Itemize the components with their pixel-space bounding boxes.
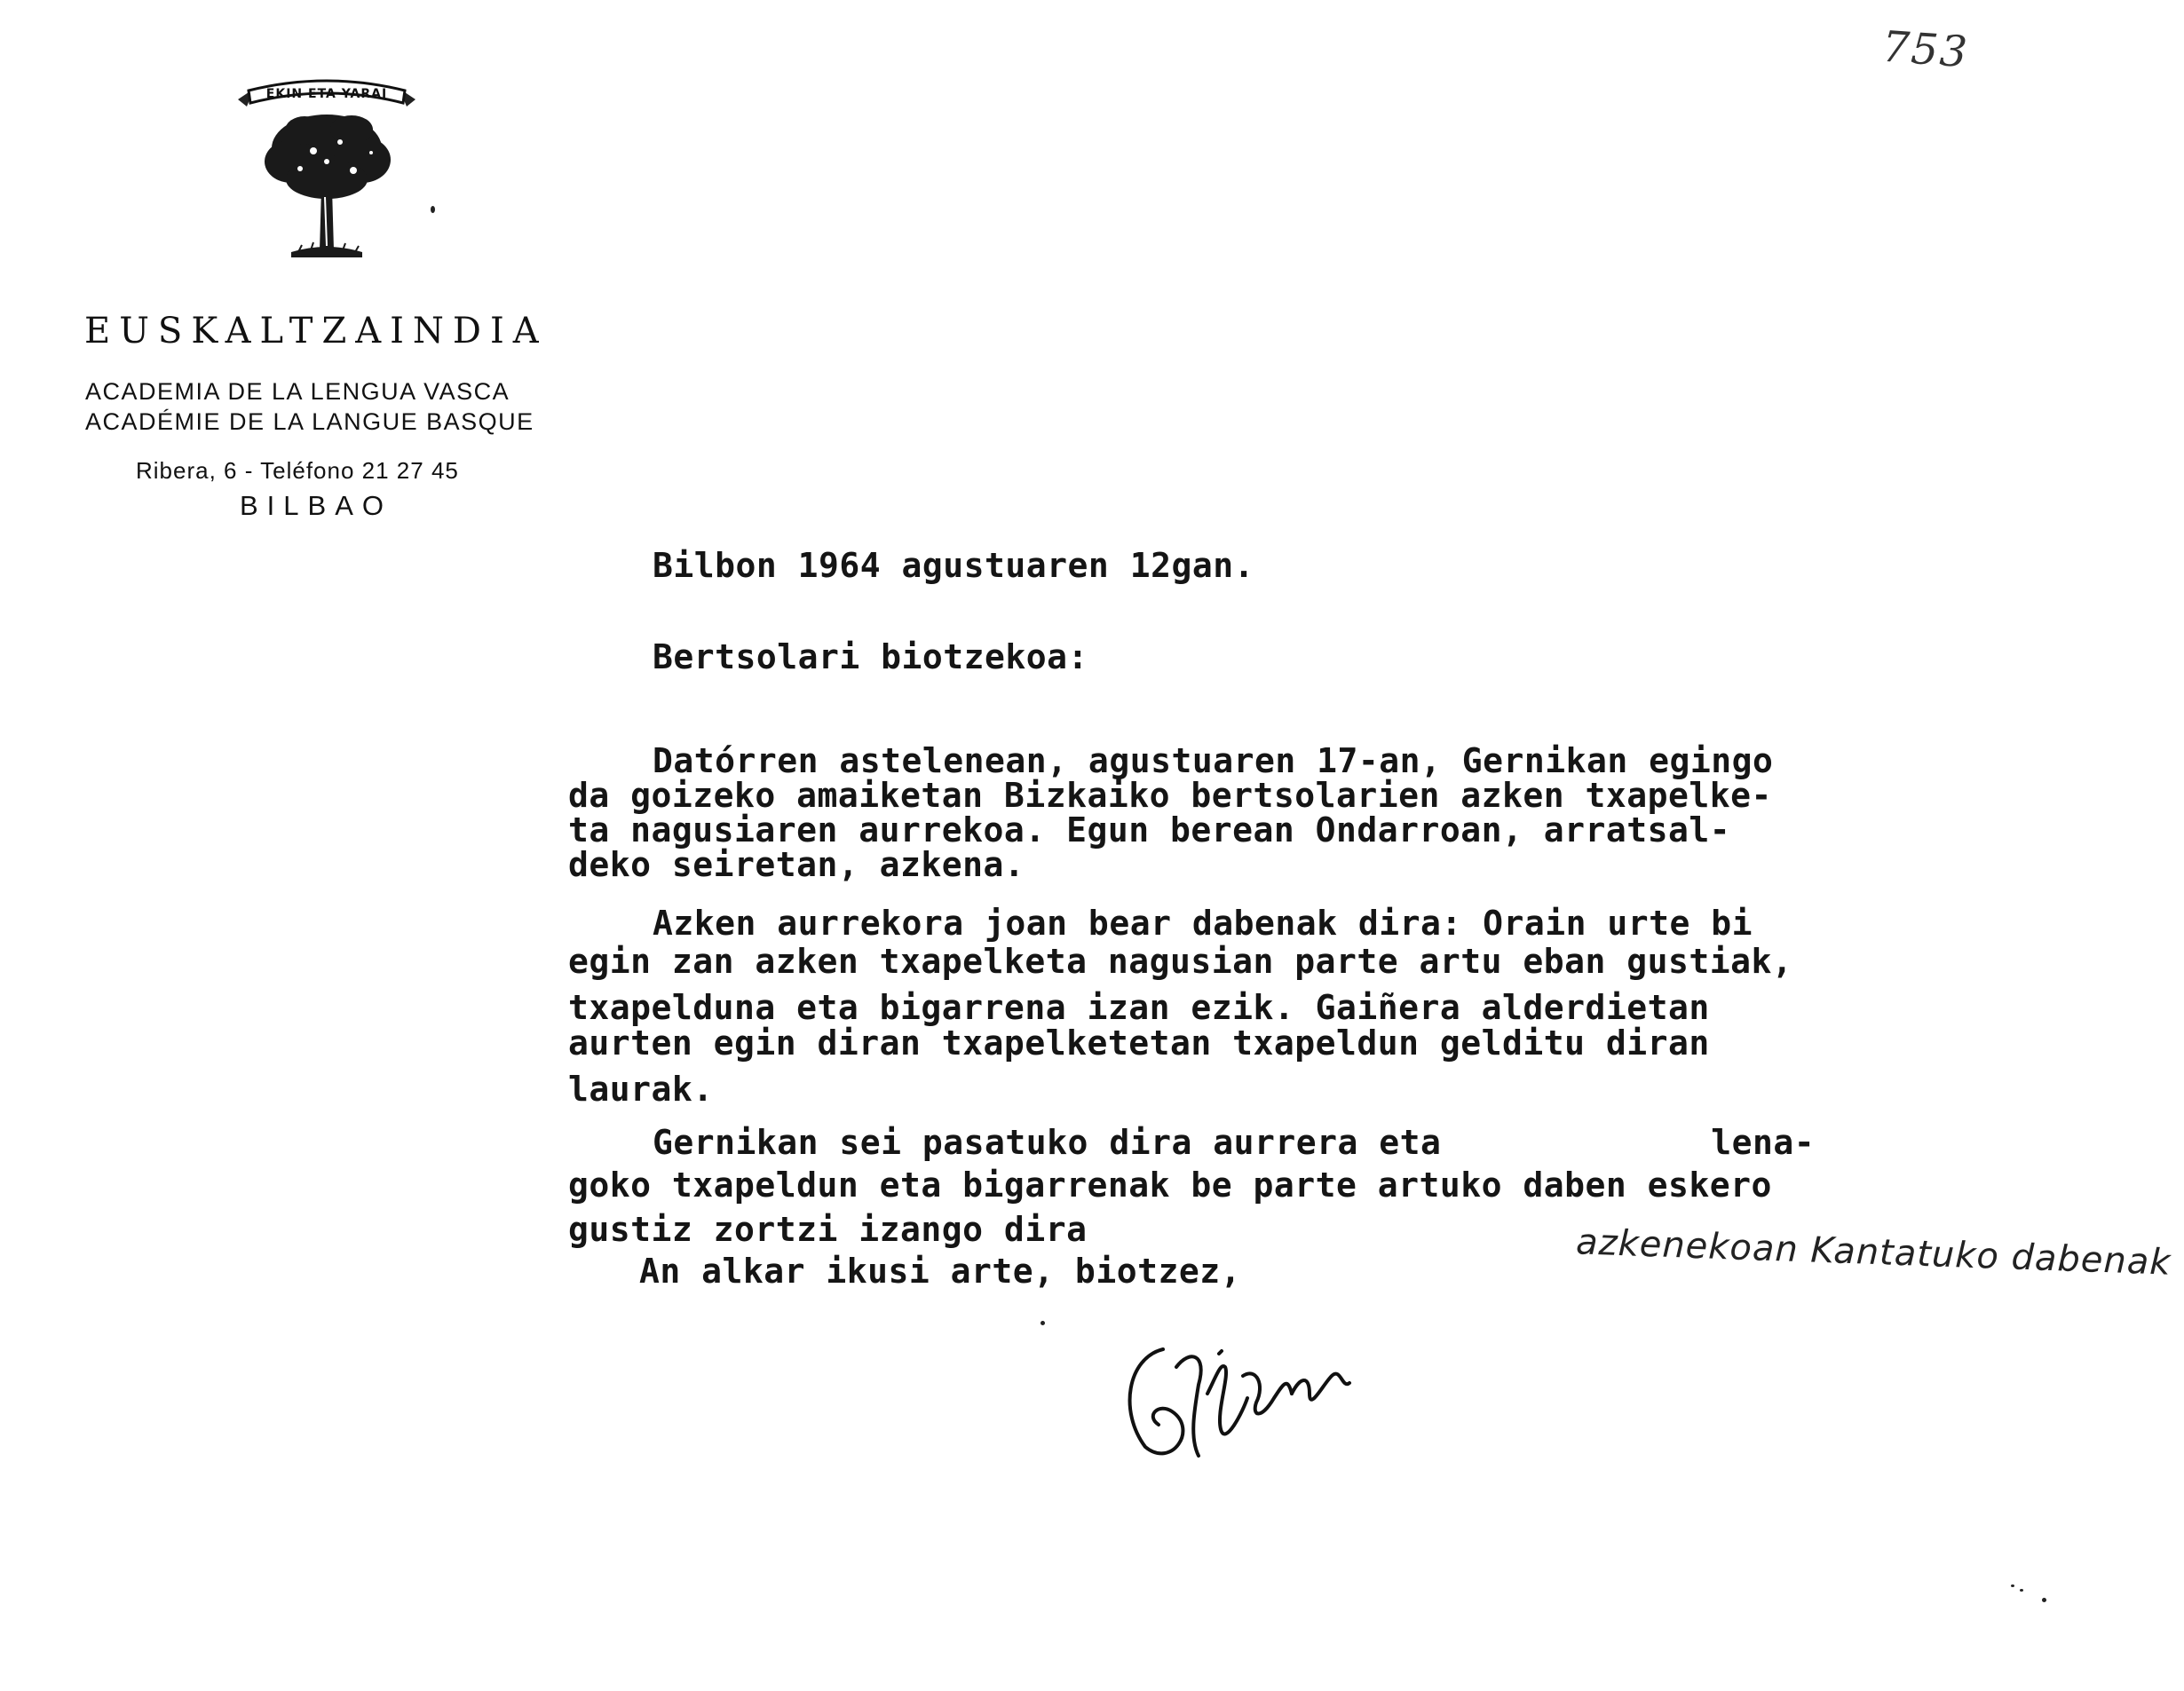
body-line: Gernikan sei pasatuko dira aurrera eta lena- [653, 1123, 1816, 1162]
handwritten-annotation: azkenekoan Kantatuko dabenak [1575, 1221, 2172, 1284]
handwritten-signature [1110, 1314, 1412, 1474]
scan-speck [1041, 1321, 1045, 1325]
scan-speck [2020, 1589, 2023, 1592]
organization-name-spanish: ACADEMIA DE LA LENGUA VASCA [85, 378, 510, 405]
organization-name: EUSKALTZAINDIA [84, 311, 548, 352]
body-line: ta nagusiaren aurrekoa. Egun berean Ondarroan, arratsal- [568, 810, 1731, 849]
organization-address: Ribera, 6 - Teléfono 21 27 45 [136, 457, 459, 484]
body-line: aurten egin diran txapelketetan txapeldun gelditu diran [568, 1023, 1710, 1063]
body-line: Datórren astelenean, agustuaren 17-an, Gernikan egingo [653, 741, 1774, 780]
archive-number: 753 [1880, 21, 1971, 78]
scan-speck [2042, 1598, 2046, 1602]
scan-speck [2011, 1584, 2014, 1587]
svg-text:EKIN ETA YARAI: EKIN ETA YARAI [265, 87, 388, 101]
body-line: da goizeko amaiketan Bizkaiko bertsolarien azken txapelke- [568, 776, 1772, 815]
scan-speck [431, 206, 435, 213]
body-line: deko seiretan, azkena. [568, 845, 1025, 884]
academy-tree-logo [229, 64, 424, 268]
letter-date: Bilbon 1964 agustuaren 12gan. [653, 546, 1254, 585]
body-line: gustiz zortzi izango dira [568, 1210, 1088, 1249]
organization-city: BILBAO [240, 490, 392, 521]
body-line: laurak. [568, 1070, 714, 1109]
letter-salutation: Bertsolari biotzekoa: [653, 637, 1088, 676]
organization-name-french: ACADÉMIE DE LA LANGUE BASQUE [85, 408, 534, 435]
body-line: txapelduna eta bigarrena izan ezik. Gaiñera alderdietan [568, 988, 1710, 1027]
body-line: Azken aurrekora joan bear dabenak dira: Orain urte bi [653, 904, 1753, 943]
body-line: An alkar ikusi arte, biotzez, [639, 1252, 1241, 1291]
body-line: egin zan azken txapelketa nagusian parte artu eban gustiak, [568, 942, 1793, 981]
body-line: goko txapeldun eta bigarrenak be parte artuko daben eskero [568, 1166, 1772, 1205]
